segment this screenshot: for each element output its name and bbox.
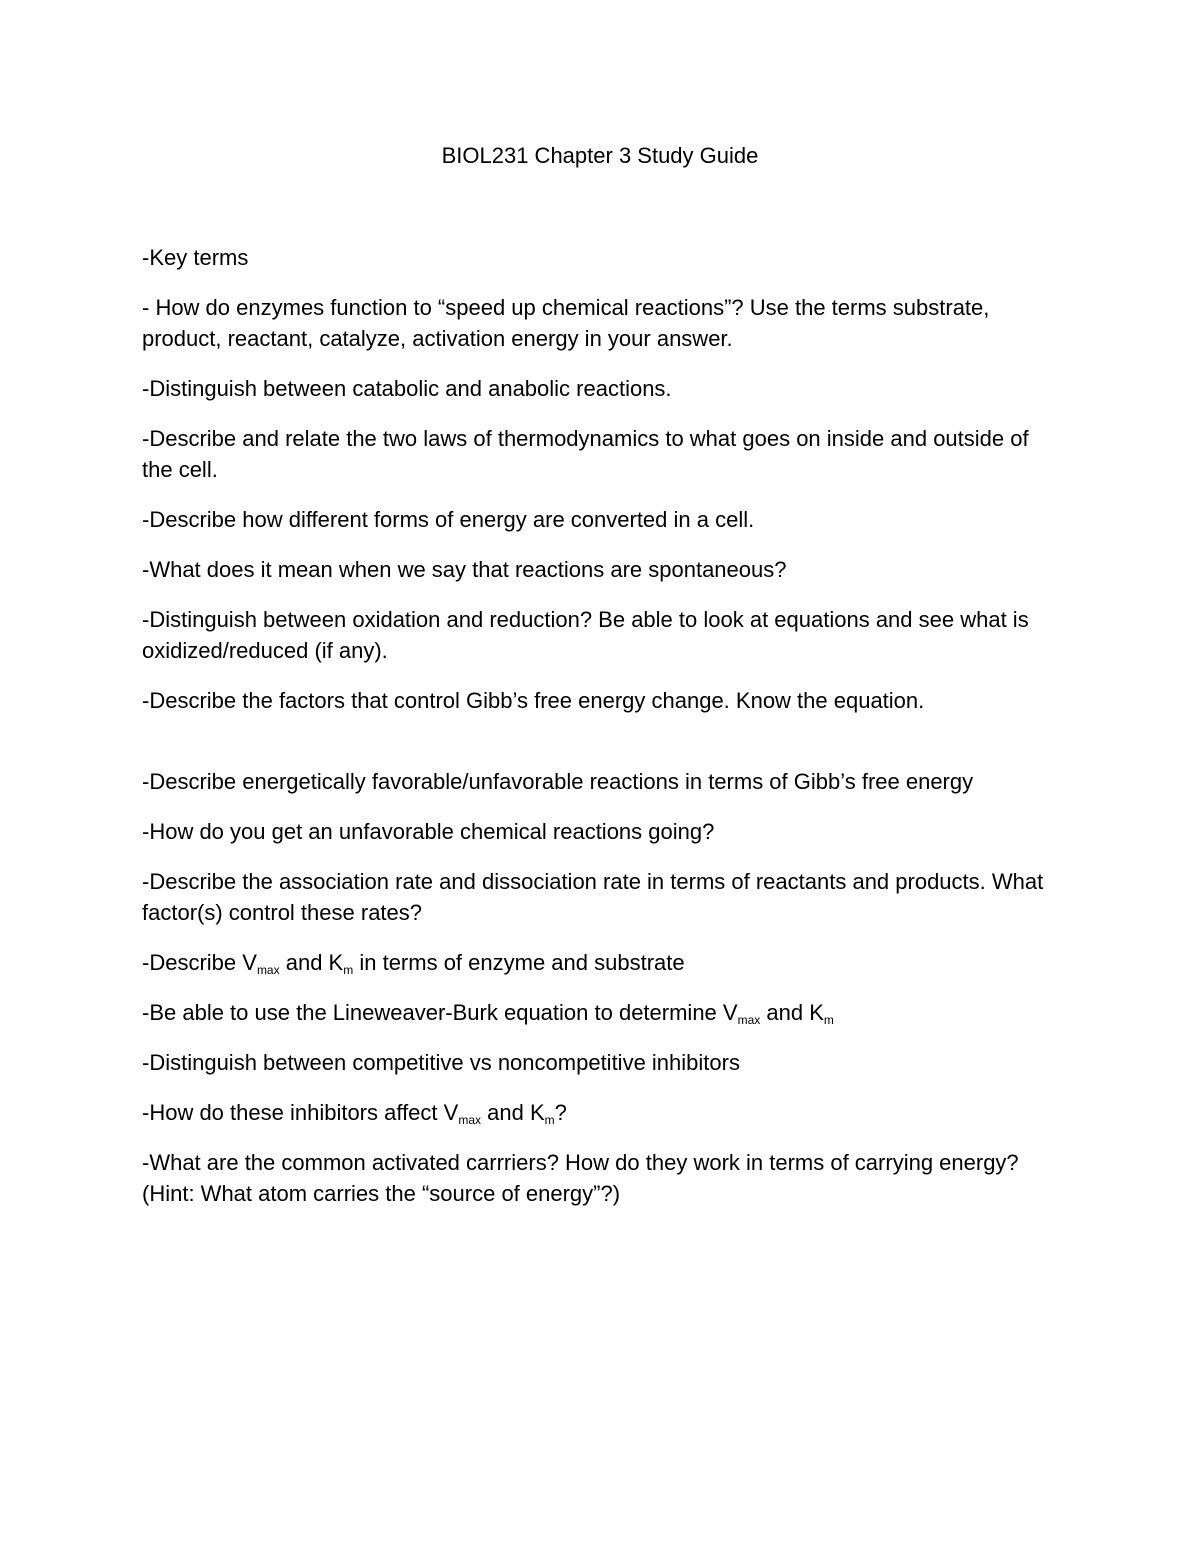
document-title: BIOL231 Chapter 3 Study Guide: [441, 143, 759, 168]
text-segment: -How do these inhibitors affect: [142, 1100, 444, 1125]
list-item: -Describe the factors that control Gibb’s free energy change. Know the equation.: [142, 688, 925, 713]
list-item: -Distinguish between oxidation and reduction? Be able to look at equations and see what is oxidized/reduced (if any).: [142, 607, 1029, 663]
text-segment: and: [481, 1100, 530, 1125]
list-item: -Key terms: [142, 245, 249, 270]
text-segment: in terms of enzyme and substrate: [353, 950, 685, 975]
list-item: -How do you get an unfavorable chemical reactions going?: [142, 819, 715, 844]
list-item-lineweaver: [142, 997, 1057, 1028]
list-item: -Describe and relate the two laws of thermodynamics to what goes on inside and outside of the cell.: [142, 426, 1029, 482]
list-item: -Distinguish between catabolic and anabolic reactions.: [142, 376, 672, 401]
max-subscript: max: [737, 1013, 761, 1027]
text-segment: -Be able to use the Lineweaver-Burk equation to determine: [142, 1000, 723, 1025]
m-subscript: m: [544, 1113, 555, 1127]
k-symbol: K: [529, 1100, 545, 1125]
m-subscript: m: [823, 1013, 834, 1027]
max-subscript: max: [256, 963, 280, 977]
text-segment: ?: [554, 1100, 567, 1125]
list-item-vmax-km: [142, 947, 1057, 978]
list-item: -Describe how different forms of energy are converted in a cell.: [142, 507, 755, 532]
text-segment: and: [760, 1000, 810, 1025]
list-item: -Distinguish between competitive vs noncompetitive inhibitors: [142, 1050, 740, 1075]
v-symbol: V: [443, 1100, 459, 1125]
list-item: -Describe energetically favorable/unfavorable reactions in terms of Gibb’s free energy: [142, 769, 974, 794]
max-subscript: max: [458, 1113, 481, 1127]
list-item-inhibitor-effect: [142, 1097, 1057, 1128]
text-segment: -Describe: [142, 950, 243, 975]
k-symbol: K: [328, 950, 344, 975]
v-symbol: V: [722, 1000, 738, 1025]
m-subscript: m: [343, 963, 354, 977]
list-item: -What does it mean when we say that reactions are spontaneous?: [142, 557, 787, 582]
list-item: -Describe the association rate and dissociation rate in terms of reactants and products. What factor(s) control these rates?: [142, 869, 1044, 925]
k-symbol: K: [809, 1000, 824, 1025]
list-item: -What are the common activated carrriers? How do they work in terms of carrying energy?(Hint: What atom carries the “source of energy”?): [142, 1150, 1019, 1206]
text-segment: and: [279, 950, 329, 975]
study-guide-list: [142, 242, 1057, 1228]
list-item: - How do enzymes function to “speed up chemical reactions”? Use the terms substrate, product, reactant, catalyze, activation energy in your answer.: [142, 295, 990, 351]
v-symbol: V: [242, 950, 257, 975]
